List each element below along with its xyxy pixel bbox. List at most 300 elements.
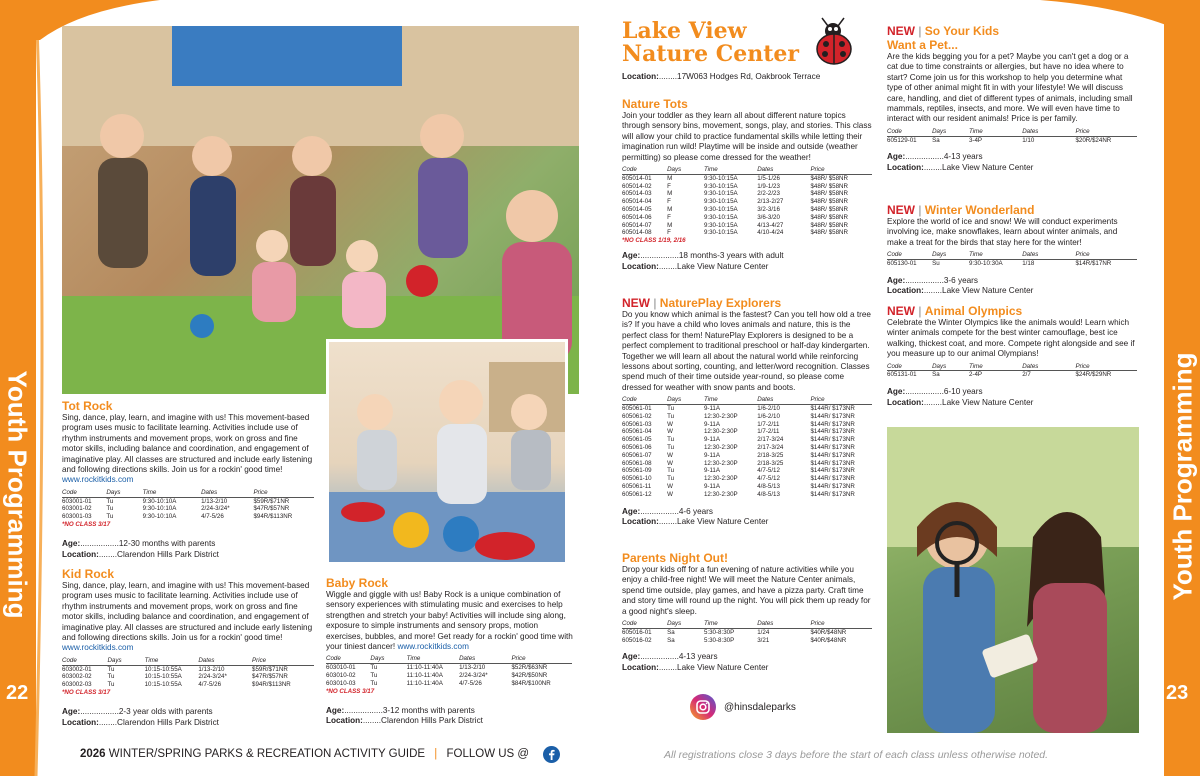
column-header: Dates: [1022, 128, 1075, 136]
table-cell: 605016-02: [622, 636, 652, 644]
column-header: Price: [810, 166, 872, 174]
table-cell: 2/24-3/24*: [201, 505, 230, 513]
table-cell: 1/13-2/10: [459, 664, 486, 672]
column-header: Dates: [459, 655, 511, 663]
right-side-label: Youth Programming: [1167, 352, 1198, 601]
table-row: [62, 665, 314, 673]
parents-night-description: Drop your kids off for a fun evening of nature activities while you enjoy a child-free night! We will meet the Nature Center animals, spend time outside, play games, and have a pizza party. Craft time and story time will round up the night. You will pick them up ready for a good night's sleep.: [622, 565, 871, 616]
table-cell: 4/8-5/13: [757, 490, 780, 498]
parents-night-section: [622, 551, 874, 673]
table-row: [622, 206, 872, 214]
table-row: [622, 444, 872, 452]
column-header: Dates: [757, 166, 810, 174]
natureplay-description: Do you know which animal is the fastest? Can you tell how old a tree is? If you have a child who loves animals and nature, this is the perfect class for them! NaturePlay Explorers is designed to be a perfect complement to traditional preschool or half-day kindergarten. Together we will learn all about the natural world while reinforcing lessons about sorting, counting, and letter/word recognition. Classes spend much of their time outside year-round, so please come dressed for weather with snow pants and boots.: [622, 310, 871, 392]
kid-rock-title: Kid Rock: [62, 567, 115, 581]
table-cell: 603010-03: [326, 679, 356, 687]
table-cell: 9:30-10:30A: [968, 260, 1003, 268]
nature-center-location: Location:........17W063 Hodges Rd, Oakbrook Terrace: [622, 72, 821, 81]
table-cell: W: [667, 451, 673, 459]
table-row: [622, 198, 872, 206]
column-header: Code: [62, 657, 107, 665]
column-header: Days: [932, 251, 969, 259]
column-header: Price: [252, 657, 314, 665]
table-cell: 12:30-2:30P: [703, 459, 738, 467]
kids-magnifying-glass-photo: [887, 427, 1139, 733]
table-cell: 12:30-2:30P: [703, 444, 738, 452]
animal-olympics-description: Celebrate the Winter Olympics like the animals would! Learn which winter animals compete for the best winter camouflage, best ice walking, thickest coat, and more. Compete right alongside and see if you measure up to our animal Olympians!: [887, 318, 1135, 359]
table-cell: 12:30-2:30P: [703, 475, 738, 483]
nature-tots-title: Nature Tots: [622, 97, 688, 111]
table-cell: 3/21: [757, 636, 770, 644]
table-cell: 2/18-3/25: [757, 459, 784, 467]
table-cell: Tu: [370, 672, 378, 680]
table-cell: $48R/ $58NR: [810, 198, 848, 206]
column-header: Dates: [1022, 363, 1075, 371]
table-cell: $48R/ $58NR: [810, 190, 848, 198]
column-header: Time: [145, 657, 199, 665]
so-pet-table: [887, 128, 1137, 145]
column-header: Dates: [201, 489, 253, 497]
table-cell: 9:30-10:15A: [703, 174, 738, 182]
table-cell: Sa: [667, 636, 675, 644]
table-cell: 4/7-5/12: [757, 467, 780, 475]
table-cell: $144R/ $173NR: [810, 444, 855, 452]
so-pet-age: Age:.................4-13 years: [887, 152, 983, 162]
column-header: Price: [810, 396, 872, 404]
table-cell: $48R/ $58NR: [810, 174, 848, 182]
nature-center-title: Lake View Nature Center: [622, 18, 800, 67]
table-cell: 605061-08: [622, 459, 652, 467]
table-cell: 1/13-2/10: [198, 665, 225, 673]
column-header: Dates: [198, 657, 252, 665]
table-header-row: [622, 166, 872, 174]
column-header: Days: [667, 620, 704, 628]
table-cell: 605061-11: [622, 483, 652, 491]
table-cell: 605129-01: [887, 136, 917, 144]
table-row: [622, 214, 872, 222]
tot-rock-section: [62, 399, 317, 560]
table-cell: 605061-06: [622, 444, 652, 452]
table-header-row: [62, 489, 314, 497]
table-cell: $20R/$24NR: [1075, 136, 1112, 144]
table-header-row: [62, 657, 314, 665]
column-header: Code: [622, 620, 667, 628]
table-cell: $48R/ $58NR: [810, 229, 848, 237]
table-header-row: [887, 363, 1137, 371]
table-cell: 12:30-2:30P: [703, 428, 738, 436]
kid-rock-description: Sing, dance, play, learn, and imagine with us! This movement-based program uses music to facilitate learning. Activities include use of rhythm instruments and movement props, work on gross and fine motor skills, including balance and coordination, and engagement of imaginative play. All classes are structured and include early listening and following directions skills. Join us for a rockin' good time! www.rockitkids.com: [62, 581, 313, 653]
table-cell: 1/10: [1022, 136, 1035, 144]
table-cell: 605014-08: [622, 229, 652, 237]
winter-wonderland-table: [887, 251, 1137, 268]
table-cell: 605061-09: [622, 467, 652, 475]
table-cell: Sa: [932, 371, 940, 379]
table-cell: $144R/ $173NR: [810, 428, 855, 436]
tot-rock-table: [62, 489, 314, 521]
table-cell: M: [667, 221, 673, 229]
table-row: [622, 491, 872, 499]
column-header: Days: [932, 363, 969, 371]
table-row: [887, 136, 1137, 144]
table-row: [62, 505, 314, 513]
parents-night-age: Age:.................4-13 years: [622, 652, 718, 662]
table-cell: 12:30-2:30P: [703, 490, 738, 498]
table-row: [62, 681, 314, 689]
table-cell: Tu: [370, 664, 378, 672]
table-row: [622, 405, 872, 413]
toddlers-playing-photo: [326, 339, 568, 565]
column-header: Time: [969, 128, 1022, 136]
table-row: [622, 483, 872, 491]
column-header: Time: [969, 363, 1022, 371]
tot-rock-age: Age:.................12-30 months with parents: [62, 539, 216, 549]
instagram-icon: [690, 694, 716, 720]
table-cell: $94R/$113NR: [252, 681, 291, 689]
animal-olympics-table: [887, 363, 1137, 380]
footer-guide-title: 2026 WINTER/SPRING PARKS & RECREATION ACTIVITY GUIDE | FOLLOW US @: [80, 748, 530, 760]
column-header: Time: [704, 166, 757, 174]
table-row: [622, 229, 872, 237]
table-cell: 603002-03: [62, 681, 92, 689]
table-cell: 9-11A: [703, 467, 721, 475]
table-row: [326, 672, 572, 680]
table-cell: 3/2-3/16: [757, 206, 780, 214]
table-cell: 9-11A: [703, 436, 721, 444]
nature-tots-description: Join your toddler as they learn all about different nature topics through sensory bins, movement, songs, play, and stories. This class will allow your child to practice fundamental skills while letting their imagination run wild! Playtime will be inside and outside (weather permitting) so please come dressed for the weather!: [622, 111, 872, 162]
table-cell: Tu: [667, 467, 675, 475]
table-cell: $48R/ $58NR: [810, 213, 848, 221]
table-cell: F: [667, 182, 671, 190]
table-cell: 1/9-1/23: [757, 182, 780, 190]
table-cell: 4/7-5/26: [459, 679, 482, 687]
table-row: [622, 436, 872, 444]
table-cell: 603001-01: [62, 497, 92, 505]
kid-rock-location: Location:........Clarendon Hills Park District: [62, 717, 219, 727]
table-cell: 605014-04: [622, 198, 652, 206]
table-cell: 2/17-3/24: [757, 436, 784, 444]
column-header: Code: [622, 166, 667, 174]
animal-olympics-title: NEW | Animal Olympics: [887, 304, 1023, 318]
table-cell: 605014-02: [622, 182, 652, 190]
baby-rock-age: Age:.................3-12 months with parents: [326, 705, 475, 715]
column-header: Price: [1075, 251, 1137, 259]
table-cell: 9-11A: [703, 405, 721, 413]
table-cell: 9-11A: [703, 451, 721, 459]
baby-rock-note: *NO CLASS 3/17: [326, 687, 375, 695]
table-cell: 9-11A: [703, 420, 721, 428]
table-cell: $40R/$48NR: [810, 636, 847, 644]
nature-tots-note: *NO CLASS 1/19, 2/16: [622, 237, 686, 245]
winter-wonderland-section: [887, 203, 1139, 297]
baby-rock-title: Baby Rock: [326, 576, 389, 590]
column-header: Days: [667, 396, 704, 404]
table-cell: $59R/$71NR: [252, 665, 288, 673]
table-cell: Su: [932, 260, 940, 268]
table-cell: 1/5-1/26: [757, 174, 780, 182]
table-cell: 10:15-10:55A: [144, 665, 182, 673]
column-header: Price: [810, 620, 872, 628]
table-cell: $48R/ $58NR: [810, 221, 848, 229]
column-header: Price: [511, 655, 572, 663]
table-cell: $47R/$57NR: [253, 505, 290, 513]
table-cell: 9:30-10:15A: [703, 213, 738, 221]
table-row: [622, 421, 872, 429]
column-header: Code: [887, 363, 932, 371]
parents-night-table: [622, 620, 872, 644]
table-row: [622, 475, 872, 483]
table-cell: 9-11A: [703, 483, 721, 491]
table-cell: 605014-03: [622, 190, 652, 198]
parents-night-location: Location:........Lake View Nature Center: [622, 662, 769, 672]
table-cell: $42R/$50NR: [511, 672, 548, 680]
table-cell: 1/13-2/10: [201, 497, 228, 505]
baby-rock-url[interactable]: www.rockitkids.com: [397, 642, 469, 652]
table-cell: 603010-02: [326, 672, 356, 680]
table-cell: 2/2-2/23: [757, 190, 780, 198]
column-header: Time: [143, 489, 201, 497]
nature-tots-section: [622, 97, 874, 272]
kid-rock-section: [62, 567, 317, 728]
animal-olympics-section: [887, 304, 1139, 408]
table-cell: $144R/ $173NR: [810, 436, 855, 444]
table-row: [62, 513, 314, 521]
instagram-handle: @hinsdaleparks: [724, 701, 796, 713]
table-header-row: [622, 620, 872, 628]
kid-rock-note: *NO CLASS 3/17: [62, 689, 111, 697]
winter-wonderland-age: Age:.................3-6 years: [887, 275, 979, 285]
table-cell: Tu: [370, 679, 378, 687]
table-cell: $144R/ $173NR: [810, 459, 855, 467]
table-cell: 4/13-4/27: [757, 221, 784, 229]
footer-registration-note: All registrations close 3 days before the start of each class unless otherwise noted.: [664, 749, 1049, 761]
natureplay-location: Location:........Lake View Nature Center: [622, 517, 769, 527]
table-row: [887, 371, 1137, 379]
table-cell: M: [667, 206, 673, 214]
column-header: Dates: [757, 396, 810, 404]
table-cell: 4/7-5/26: [198, 681, 222, 689]
so-pet-description: Are the kids begging you for a pet? Maybe you can't get a dog or a cat due to time constraints or allergies, but have no idea where to start? Come join us for this workshop to help you determine what type of other animal might fit in with your lifestyle! We will discuss care, handling, and diet of different types of animals, including small mammals, reptiles, insects, and more. We will even have time to interact with our resident animals! Price is per family.: [887, 52, 1133, 124]
table-cell: 603010-01: [326, 664, 356, 672]
tot-rock-description: Sing, dance, play, learn, and imagine with us! This movement-based program uses music to facilitate learning. Activities include use of rhythm instruments and movement props, work on gross and fine motor skills, including balance and coordination, and engagement of imaginative play. All classes are structured and include early listening and following directions skills. Join us for a rockin' good time! www.rockitkids.com: [62, 413, 313, 485]
baby-rock-table: [326, 655, 572, 687]
table-row: [622, 413, 872, 421]
table-cell: Tu: [667, 444, 675, 452]
table-cell: $144R/ $173NR: [810, 405, 855, 413]
table-cell: 605061-02: [622, 412, 652, 420]
table-cell: 1/7-2/11: [757, 420, 780, 428]
table-cell: M: [667, 174, 673, 182]
column-header: Time: [407, 655, 459, 663]
table-row: [622, 467, 872, 475]
table-cell: 603002-01: [62, 665, 92, 673]
table-cell: W: [667, 459, 673, 467]
table-cell: 2/18-3/25: [757, 451, 784, 459]
table-cell: 5:30-8:30P: [703, 636, 735, 644]
natureplay-table: [622, 396, 872, 498]
table-cell: 1/24: [757, 628, 770, 636]
table-cell: W: [667, 483, 673, 491]
table-cell: 3/6-3/20: [757, 213, 780, 221]
table-cell: 605014-06: [622, 213, 652, 221]
column-header: Days: [667, 166, 704, 174]
instagram-link[interactable]: [690, 694, 796, 720]
table-cell: $144R/ $173NR: [810, 475, 855, 483]
table-cell: W: [667, 490, 673, 498]
column-header: Time: [704, 620, 757, 628]
table-cell: 4/7-5/26: [201, 513, 224, 521]
table-row: [622, 174, 872, 182]
table-cell: Tu: [667, 405, 675, 413]
table-header-row: [326, 655, 572, 663]
table-cell: W: [667, 428, 673, 436]
table-header-row: [622, 396, 872, 404]
animal-olympics-age: Age:.................6-10 years: [887, 387, 983, 397]
column-header: Code: [622, 396, 667, 404]
nature-tots-location: Location:........Lake View Nature Center: [622, 261, 769, 271]
table-cell: $59R/$71NR: [253, 497, 290, 505]
table-cell: $40R/$48NR: [810, 628, 847, 636]
column-header: Code: [326, 655, 370, 663]
table-cell: 1/18: [1022, 260, 1035, 268]
table-row: [887, 260, 1137, 268]
table-cell: Tu: [667, 475, 675, 483]
table-cell: 11:10-11:40A: [406, 672, 443, 680]
table-cell: 603002-02: [62, 673, 92, 681]
table-cell: 1/6-2/10: [757, 412, 780, 420]
table-cell: Sa: [667, 628, 675, 636]
table-cell: F: [667, 198, 671, 206]
tot-rock-note: *NO CLASS 3/17: [62, 521, 111, 529]
column-header: Code: [887, 251, 932, 259]
table-cell: 9:30-10:15A: [703, 221, 738, 229]
table-cell: $94R/$113NR: [253, 513, 293, 521]
table-cell: Tu: [667, 412, 675, 420]
winter-wonderland-location: Location:........Lake View Nature Center: [887, 286, 1034, 296]
table-row: [622, 637, 872, 645]
table-cell: 605014-01: [622, 174, 652, 182]
kid-rock-table: [62, 657, 314, 689]
column-header: Code: [887, 128, 932, 136]
table-cell: 605061-07: [622, 451, 652, 459]
table-cell: Tu: [667, 436, 675, 444]
table-cell: 9:30-10:10A: [142, 497, 177, 505]
table-row: [622, 183, 872, 191]
kid-rock-url[interactable]: www.rockitkids.com: [62, 643, 134, 653]
table-cell: 2/17-3/24: [757, 444, 784, 452]
table-cell: 5:30-8:30P: [703, 628, 735, 636]
table-row: [622, 452, 872, 460]
so-pet-section: [887, 24, 1139, 173]
table-cell: 605130-01: [887, 260, 917, 268]
table-row: [326, 680, 572, 688]
tot-rock-title: Tot Rock: [62, 399, 113, 413]
table-cell: 4/8-5/13: [757, 483, 780, 491]
table-cell: 2/13-2/27: [757, 198, 784, 206]
column-header: Dates: [1022, 251, 1075, 259]
table-cell: $144R/ $173NR: [810, 467, 855, 475]
column-header: Dates: [757, 620, 810, 628]
winter-wonderland-description: Explore the world of ice and snow! We will conduct experiments involving ice, make snowflakes, learn about winter animals, and make a treat for the birds that stay here for the winter!: [887, 217, 1118, 247]
table-cell: 2/24-3/24*: [459, 672, 488, 680]
table-cell: 9:30-10:10A: [142, 513, 177, 521]
table-cell: $144R/ $173NR: [810, 490, 855, 498]
table-cell: 11:10-11:40A: [406, 679, 443, 687]
table-cell: 605061-12: [622, 490, 652, 498]
table-cell: 2/7: [1022, 371, 1031, 379]
table-cell: $144R/ $173NR: [810, 420, 855, 428]
table-cell: $47R/$57NR: [252, 673, 288, 681]
page-number-left: 22: [6, 682, 29, 704]
table-cell: 9:30-10:10A: [142, 505, 177, 513]
table-cell: Tu: [106, 505, 114, 513]
table-cell: $144R/ $173NR: [810, 483, 855, 491]
table-cell: $48R/ $58NR: [810, 206, 848, 214]
column-header: Time: [704, 396, 757, 404]
column-header: Price: [1075, 363, 1137, 371]
table-cell: 605061-03: [622, 420, 652, 428]
tot-rock-url[interactable]: www.rockitkids.com: [62, 475, 134, 485]
table-cell: Sa: [932, 136, 940, 144]
table-cell: 605131-01: [887, 371, 917, 379]
table-row: [622, 628, 872, 636]
so-pet-location: Location:........Lake View Nature Center: [887, 162, 1034, 172]
table-cell: 605061-10: [622, 475, 652, 483]
left-side-label: Youth Programming: [2, 370, 33, 619]
table-cell: 4/10-4/24: [757, 229, 784, 237]
winter-wonderland-title: NEW | Winter Wonderland: [887, 203, 1035, 217]
table-cell: 605014-07: [622, 221, 652, 229]
facebook-icon[interactable]: [543, 746, 560, 763]
table-cell: F: [667, 213, 671, 221]
table-cell: 12:30-2:30P: [703, 412, 738, 420]
table-cell: $144R/ $173NR: [810, 451, 855, 459]
table-cell: 9:30-10:15A: [703, 190, 738, 198]
column-header: Code: [62, 489, 106, 497]
animal-olympics-location: Location:........Lake View Nature Center: [887, 397, 1034, 407]
column-header: Days: [932, 128, 969, 136]
table-cell: 11:10-11:40A: [406, 664, 443, 672]
ladybug-icon: [808, 16, 860, 68]
natureplay-section: [622, 296, 874, 528]
column-header: Days: [107, 657, 144, 665]
table-cell: 10:15-10:55A: [144, 681, 182, 689]
table-cell: $84R/$100NR: [511, 679, 551, 687]
table-cell: 9:30-10:15A: [703, 198, 738, 206]
table-cell: 605061-04: [622, 428, 652, 436]
table-cell: $24R/$29NR: [1075, 371, 1112, 379]
table-cell: 3-4P: [968, 136, 983, 144]
table-row: [622, 222, 872, 230]
table-row: [622, 460, 872, 468]
kid-rock-age: Age:.................2-3 year olds with parents: [62, 707, 213, 717]
table-cell: $48R/ $58NR: [810, 182, 848, 190]
table-row: [62, 673, 314, 681]
table-cell: Tu: [107, 665, 115, 673]
column-header: Price: [1075, 128, 1137, 136]
table-cell: Tu: [106, 497, 114, 505]
page-number-right: 23: [1166, 682, 1189, 704]
nature-tots-age: Age:.................18 months-3 years with adult: [622, 251, 784, 261]
table-cell: 2-4P: [968, 371, 983, 379]
column-header: Time: [969, 251, 1022, 259]
table-cell: 4/7-5/12: [757, 475, 780, 483]
column-header: Price: [253, 489, 314, 497]
table-cell: 605061-01: [622, 405, 652, 413]
table-row: [326, 664, 572, 672]
table-cell: $52R/$63NR: [511, 664, 548, 672]
table-cell: $144R/ $173NR: [810, 412, 855, 420]
table-row: [622, 190, 872, 198]
